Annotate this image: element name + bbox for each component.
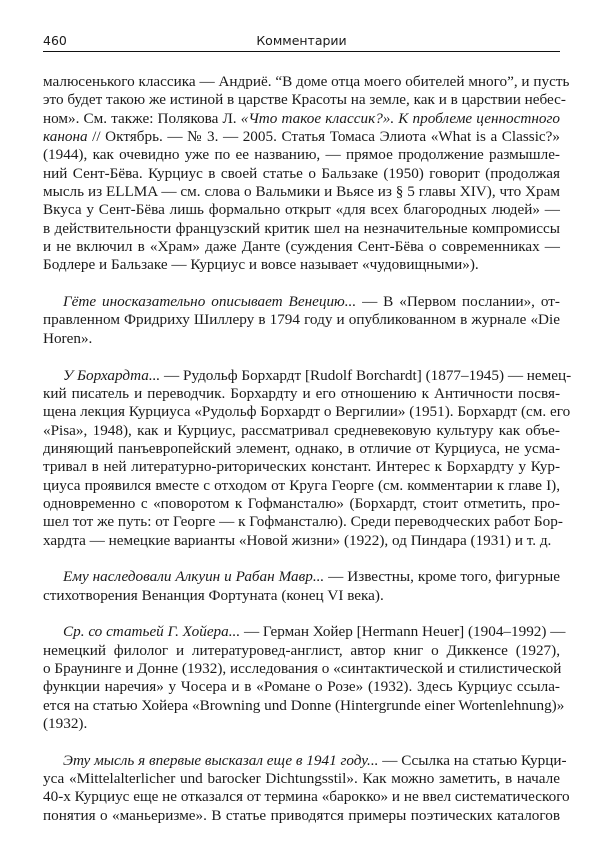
text-segment: // Октябрь. — № 3. — 2005. Статья Томаса Элиота «What is a Classic?» [87,128,560,146]
text-line [43,293,560,311]
text-segment: правленном Фридриху Шиллеру в 1794 году и опубликованном в журнале «Die [43,311,560,329]
text-segment: стихотворения Венанция Фортуната (конец VI века). [43,586,384,604]
italic-lemma: У Борхардта... [63,366,161,384]
text-segment: «Pisa», 1948), как и Курциус, рассматривал средневековую культуру как объе- [43,421,560,439]
text-segment: хардта — немецкие варианты «Новой жизни» (1922), од Пиндара (1931) и т. д. [43,531,552,549]
italic-lemma: канона [43,128,88,146]
text-segment: малюсенького классика — Андриё. “В доме отца моего обителей много”, и пусть [43,73,570,90]
commentary-paragraph [43,293,560,348]
text-line [43,660,560,678]
text-line [43,201,560,219]
text-line [43,422,560,440]
text-segment: (1944), как очевидно уже по ее названию, — прямое продолжение размышле- [43,146,560,164]
running-title: Комментарии [256,33,347,48]
text-segment: одновременно с «поворотом к Гофмансталю» (Борхардт, стоит отметить, про- [43,494,560,512]
text-line [43,440,560,458]
text-line [43,366,572,385]
text-segment: шел тот же путь: от Георге — к Гофмансталю). Среди переводческих работ Бор- [43,513,563,531]
italic-lemma: «Что такое классик?». К проблеме ценностного [240,109,561,127]
text-line [43,642,560,660]
text-line [43,568,560,586]
text-line [43,330,560,348]
text-line [43,770,560,788]
text-segment: (1932). [43,715,88,733]
text-line [43,587,560,605]
text-line [43,495,560,513]
text-line [43,146,560,164]
text-line [43,623,566,641]
text-segment: — Известны, кроме того, фигурные [324,568,560,586]
italic-lemma: Гёте иносказательно описывает Венецию... [63,293,357,311]
text-line [43,183,560,201]
text-line [43,788,570,806]
italic-lemma: Ему наследовали Алкуин и Рабан Мавр... [63,568,325,586]
text-segment: ний Сент-Бёва. Курциус в своей статье о Бальзаке (1950) говорит (продолжая [43,164,560,182]
text-line [43,751,567,770]
text-segment: о Браунинге и Донне (1932), исследования о «синтактической и стилистической [43,660,562,677]
header-rule [43,51,560,52]
text-segment: Вкуса у Сент-Бёва лишь формально открыт «для всех благородных людей» — [43,201,560,219]
text-segment: тривал в ней литературно-риторических констант. Интерес к Борхардту у Кур- [43,458,560,476]
text-segment: Horen». [43,329,93,347]
text-line [43,715,560,733]
text-line [43,165,560,183]
text-segment: и не включил в «Храм» даже Данте (суждения Сент-Бёва о современниках — [43,238,560,256]
text-line [43,477,560,495]
text-line [43,532,560,550]
commentary-paragraph [43,73,570,275]
text-segment: уса «Mittelalterlicher und barocker Dichtungsstil». Как можно заметить, в начале [43,770,560,788]
text-segment: — Ссылка на статью Курци- [378,751,567,769]
text-segment: — Герман Хойер [Hermann Heuer] (1904–1992) — [240,623,566,641]
text-segment: немецкий филолог и литературовед-англист, автор книг о Диккенсе (1927), [43,641,560,659]
text-segment: кий писатель и переводчик. Борхардту и его отношению к Античности посвя- [43,384,560,402]
text-line [43,403,571,421]
text-line [43,385,560,403]
text-segment: функции наречия» у Чосера и в «Романе о Розе» (1932). Здесь Курциус ссыла- [43,678,560,696]
text-line [43,807,560,825]
italic-lemma: Ср. со статьей Г. Хойера... [63,623,241,641]
text-segment: это будет такою же истиной в царстве Красоты на земле, как и в царствии небес- [43,91,566,109]
text-line [43,238,560,256]
text-segment: — Рудольф Борхардт [Rudolf Borchardt] (1877–1945) — немец- [160,366,572,384]
text-segment: диняющий панъевропейский элемент, однако, в отличие от Курциуса, не усма- [43,439,560,457]
commentary-paragraph [43,568,560,605]
text-segment: щена лекция Курциуса «Рудольф Борхардт о Вергилии» (1951). Борхардт (см. его [43,403,571,421]
text-line [43,110,560,128]
text-line [43,256,560,274]
text-line [43,458,560,476]
text-line [43,513,563,531]
text-segment: понятия о «маньеризме». В статье приводятся примеры поэтических каталогов [43,806,560,824]
text-segment: ется на статью Хойера «Browning und Donne (Hintergrunde einer Wortenlehnung)» [43,696,565,714]
running-header [43,33,560,51]
commentary-text [43,73,572,843]
text-segment: — В «Первом послании», от- [356,293,560,311]
text-segment: 40-х Курциус еще не отказался от термина «барокко» и не ввел систематического [43,788,570,806]
text-line [43,311,560,329]
text-segment: ном». См. также: Полякова Л. [43,109,241,127]
commentary-paragraph [43,623,566,733]
text-segment: циуса проявился вместе с отходом от Круга Георге (см. комментарии к главе I), [43,476,560,494]
text-segment: Бодлере и Бальзаке — Курциус и вовсе называет «чудовищными»). [43,256,479,274]
italic-lemma: Эту мысль я впервые высказал еще в 1941 году... [63,751,379,769]
commentary-paragraph [43,366,572,550]
commentary-paragraph [43,751,570,825]
text-line [43,220,560,238]
text-segment: мысль из ELLMA — см. слова о Вальмики и Вьясе из § 5 главы XIV), что Храм [43,183,560,201]
text-line [43,91,566,109]
text-line [43,696,565,715]
text-segment: в действительности французский критик шел на незначительные компромиссы [43,219,560,237]
text-line [43,678,560,696]
text-line [43,73,570,91]
page-number: 460 [43,33,67,48]
text-line [43,128,560,146]
